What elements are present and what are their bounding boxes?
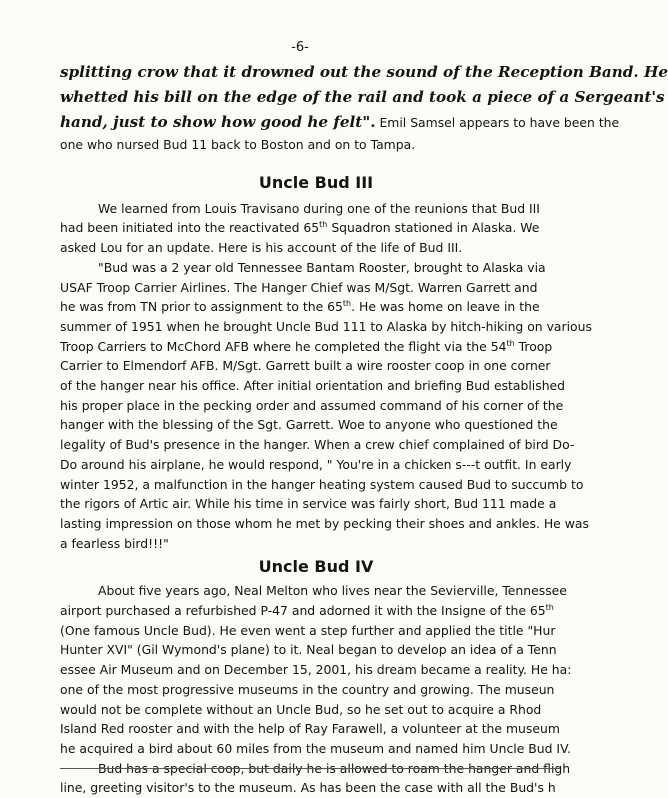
para-line: essee Air Museum and on December 15, 2001, his dream became a reality. He ha: <box>60 662 572 678</box>
para-line: line, greeting visitor's to the museum. As has been the case with all the Bud's h <box>60 780 556 796</box>
para-line: USAF Troop Carrier Airlines. The Hanger Chief was M/Sgt. Warren Garrett and <box>60 279 538 295</box>
intro-text-line-4: one who nursed Bud 11 back to Boston and on to Tampa. <box>60 137 416 152</box>
script-quote-end: hand, just to show how good he felt". <box>60 113 376 131</box>
para-line: his proper place in the pecking order and assumed command of his corner of the <box>60 397 564 413</box>
para-line: had been initiated into the reactivated 65th Squadron stationed in Alaska. We <box>60 220 540 236</box>
para-line: of the hanger near his office. After initial orientation and briefing Bud established <box>60 378 566 394</box>
intro-text-line-3: Emil Samsel appears to have been the <box>375 115 620 130</box>
heading-uncle-bud-iii: Uncle Bud III <box>258 172 374 192</box>
script-quote-line-1: splitting crow that it drowned out the sound of the Reception Band. He <box>60 63 668 81</box>
para-line: Carrier to Elmendorf AFB. M/Sgt. Garrett built a wire rooster coop in one corner <box>60 358 551 374</box>
heading-uncle-bud-iv: Uncle Bud IV <box>258 557 374 577</box>
para-line: summer of 1951 when he brought Uncle Bud 111 to Alaska by hitch-hiking on various <box>60 318 592 334</box>
page-number: -6- <box>291 40 309 55</box>
para-line: a fearless bird!!!" <box>60 535 169 551</box>
para-line: Bud has a special coop, but daily he is allowed to roam the hanger and fligh <box>98 760 571 776</box>
para-line: lasting impression on those whom he met by pecking their shoes and ankles. He was <box>60 515 589 531</box>
para-line: the rigors of Artic air. While his time in service was fairly short, Bud 111 made a <box>60 496 557 512</box>
para-line: he was from TN prior to assignment to the 65th. He was home on leave in the <box>60 299 540 315</box>
para-line: airport purchased a refurbished P-47 and adorned it with the Insigne of the 65th <box>60 602 554 619</box>
footer-rule <box>60 768 560 769</box>
para-line: winter 1952, a malfunction in the hanger heating system caused Bud to succumb to <box>60 476 584 492</box>
para-line: We learned from Louis Travisano during one of the reunions that Bud III <box>98 200 540 216</box>
para-line: Island Red rooster and with the help of Ray Farawell, a volunteer at the museum <box>60 721 560 737</box>
para-line: Hunter XVI" (Gil Wymond's plane) to it. Neal began to develop an idea of a Tenn <box>60 642 557 658</box>
para-line: Do around his airplane, he would respond, " You're in a chicken s---t outfit. In early <box>60 456 572 472</box>
para-line: hanger with the blessing of the Sgt. Garrett. Woe to anyone who questioned the <box>60 417 558 433</box>
para-line: one of the most progressive museums in the country and growing. The museun <box>60 681 555 697</box>
para-line: About five years ago, Neal Melton who lives near the Sevierville, Tennessee <box>98 583 567 599</box>
para-line: Troop Carriers to McChord AFB where he completed the flight via the 54th Troop <box>60 338 553 354</box>
para-line: he acquired a bird about 60 miles from the museum and named him Uncle Bud IV. <box>60 740 571 756</box>
para-line: would not be complete without an Uncle Bud, so he set out to acquire a Rhod <box>60 701 542 717</box>
para-line: asked Lou for an update. Here is his account of the life of Bud III. <box>60 240 463 256</box>
script-quote-line-2: whetted his bill on the edge of the rail and took a piece of a Sergeant's <box>60 88 665 106</box>
page-content <box>60 60 668 798</box>
para-line: (One famous Uncle Bud). He even went a step further and applied the title "Hur <box>60 622 556 638</box>
para-line: legality of Bud's presence in the hanger. When a crew chief complained of bird Do- <box>60 437 575 453</box>
para-line: "Bud was a 2 year old Tennessee Bantam Rooster, brought to Alaska via <box>98 259 546 275</box>
script-quote-line-3 <box>60 110 620 135</box>
